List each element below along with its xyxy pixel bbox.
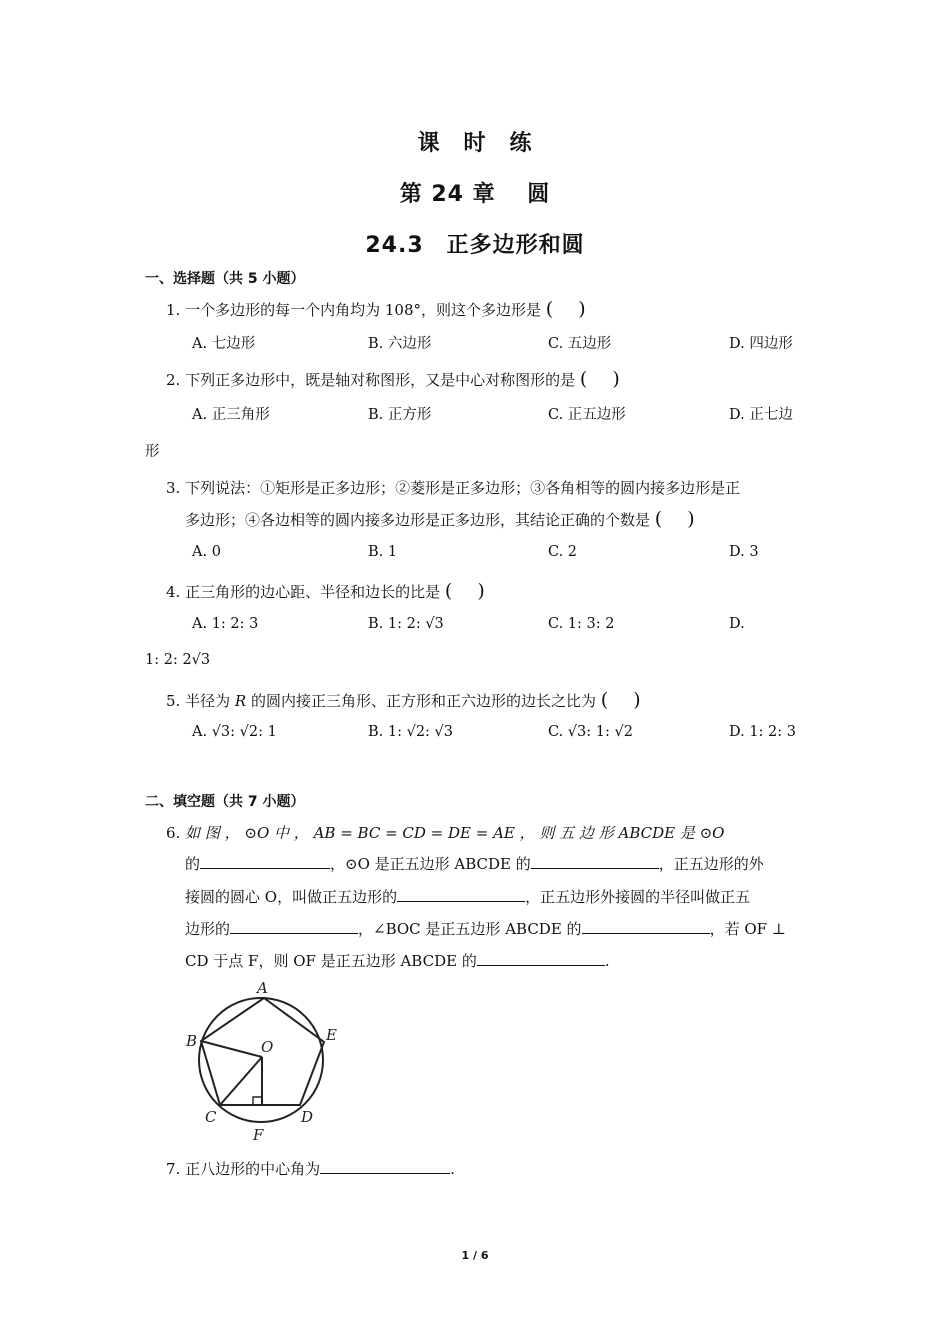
question-number: 7. [166, 1160, 181, 1178]
q1-option-d: D. 四边形 [729, 336, 793, 352]
question-number: 5. [166, 692, 181, 710]
question-text: ，正五边形的外 [658, 855, 764, 873]
question-4 [166, 580, 485, 602]
question-text: ，⊙O 是正五边形 ABCDE 的 [330, 855, 531, 873]
label-d: D [301, 1108, 314, 1126]
question-text: 多边形；④各边相等的圆内接多边形是正多边形，其结论正确的个数是 [185, 511, 651, 529]
page-title: 课 时 练 [417, 131, 533, 156]
right-angle-mark [253, 1097, 262, 1105]
question-text: . [450, 1160, 455, 1178]
q2-option-d: D. 正七边 [729, 407, 793, 423]
chapter-title: 第 24 章 圆 [399, 182, 551, 207]
q2-option-d-wrap: 形 [145, 444, 160, 460]
q1-option-a: A. 七边形 [192, 336, 256, 352]
question-number: 4. [166, 583, 181, 601]
variable-r: R [234, 692, 247, 710]
question-text: 正三角形的边心距、半径和边长的比是 [185, 583, 441, 601]
question-text: 下列正多边形中，既是轴对称图形，又是中心对称图形的是 [185, 371, 576, 389]
answer-blank[interactable] [477, 951, 605, 966]
q1-option-c: C. 五边形 [548, 336, 612, 352]
segment-ob [201, 1041, 262, 1057]
q4-option-a: A. 1: 2: 3 [192, 616, 259, 632]
q5-option-a: A. √3: √2: 1 [192, 724, 277, 740]
q4-option-d-wrap: 1: 2: 2√3 [145, 652, 211, 668]
question-text: 正八边形的中心角为 [185, 1160, 321, 1178]
question-text: 一个多边形的每一个内角均为 108°，则这个多边形是 [185, 301, 541, 319]
question-text: . [604, 952, 610, 970]
q4-option-d: D. [729, 616, 745, 632]
section-fill-heading: 二、填空题（共 7 小题） [145, 794, 305, 810]
question-3-line1 [166, 477, 740, 498]
question-6-line2 [185, 853, 764, 874]
q5-option-d: D. 1: 2: 3 [729, 724, 796, 740]
q5-option-b: B. 1: √2: √3 [368, 724, 454, 740]
question-text: 如 图 ， ⊙O 中 ， AB = BC = CD = DE = AE ， 则 五 边 形 ABCDE 是 ⊙O [185, 824, 725, 842]
question-text: 边形的 [185, 920, 231, 938]
label-a: A [257, 979, 268, 997]
question-number: 3. [166, 479, 181, 497]
answer-blank[interactable] [582, 919, 710, 934]
question-5 [166, 689, 641, 711]
question-text: ，∠BOC 是正五边形 ABCDE 的 [358, 920, 582, 938]
answer-paren: ( ) [545, 298, 586, 320]
answer-blank[interactable] [200, 854, 330, 869]
question-text: 半径为 [185, 692, 231, 710]
q1-option-b: B. 六边形 [368, 336, 432, 352]
question-text: ，正五边形外接圆的半径叫做正五 [525, 888, 751, 906]
question-6-line3 [185, 886, 750, 907]
question-6-line5 [185, 950, 610, 971]
q3-option-d: D. 3 [729, 544, 759, 560]
question-text: ，若 OF ⊥ [709, 920, 786, 938]
label-e: E [326, 1026, 337, 1044]
question-number: 1. [166, 301, 181, 319]
q3-option-b: B. 1 [368, 544, 398, 560]
section-title: 24.3 正多边形和圆 [365, 233, 585, 258]
answer-blank[interactable] [531, 854, 659, 869]
question-1 [166, 298, 586, 320]
answer-blank[interactable] [397, 887, 525, 902]
answer-paren: ( ) [444, 580, 485, 602]
question-2 [166, 368, 620, 390]
question-text: 下列说法：①矩形是正多边形；②菱形是正多边形；③各角相等的圆内接多边形是正 [185, 479, 741, 497]
q2-option-c: C. 正五边形 [548, 407, 626, 423]
label-c: C [205, 1108, 217, 1126]
question-number: 6. [166, 824, 181, 842]
question-7 [166, 1158, 455, 1179]
q4-option-c: C. 1: 3: 2 [548, 616, 615, 632]
q3-option-a: A. 0 [192, 544, 221, 560]
question-text: CD 于点 F，则 OF 是正五边形 ABCDE 的 [185, 952, 477, 970]
q2-option-b: B. 正方形 [368, 407, 432, 423]
q2-option-a: A. 正三角形 [192, 407, 270, 423]
answer-paren: ( ) [600, 689, 641, 711]
q4-option-b: B. 1: 2: √3 [368, 616, 444, 632]
section-choice-heading: 一、选择题（共 5 小题） [145, 271, 305, 287]
question-number: 2. [166, 371, 181, 389]
pentagon-circle-figure [183, 978, 343, 1144]
label-b: B [186, 1032, 198, 1050]
q5-option-c: C. √3: 1: √2 [548, 724, 633, 740]
answer-paren: ( ) [654, 508, 695, 530]
answer-blank[interactable] [230, 919, 358, 934]
segment-oc [220, 1057, 262, 1105]
answer-blank[interactable] [320, 1159, 450, 1174]
label-f: F [253, 1126, 264, 1144]
question-text: 接圆的圆心 O，叫做正五边形的 [185, 888, 398, 906]
label-o: O [261, 1038, 274, 1056]
page-number: 1 / 6 [461, 1249, 489, 1262]
question-3-line2 [185, 508, 695, 530]
q3-option-c: C. 2 [548, 544, 578, 560]
answer-paren: ( ) [579, 368, 620, 390]
question-6-line1 [166, 822, 724, 843]
question-text: 的 [185, 855, 201, 873]
question-6-line4 [185, 918, 786, 939]
question-text: 的圆内接正三角形、正方形和正六边形的边长之比为 [250, 692, 596, 710]
